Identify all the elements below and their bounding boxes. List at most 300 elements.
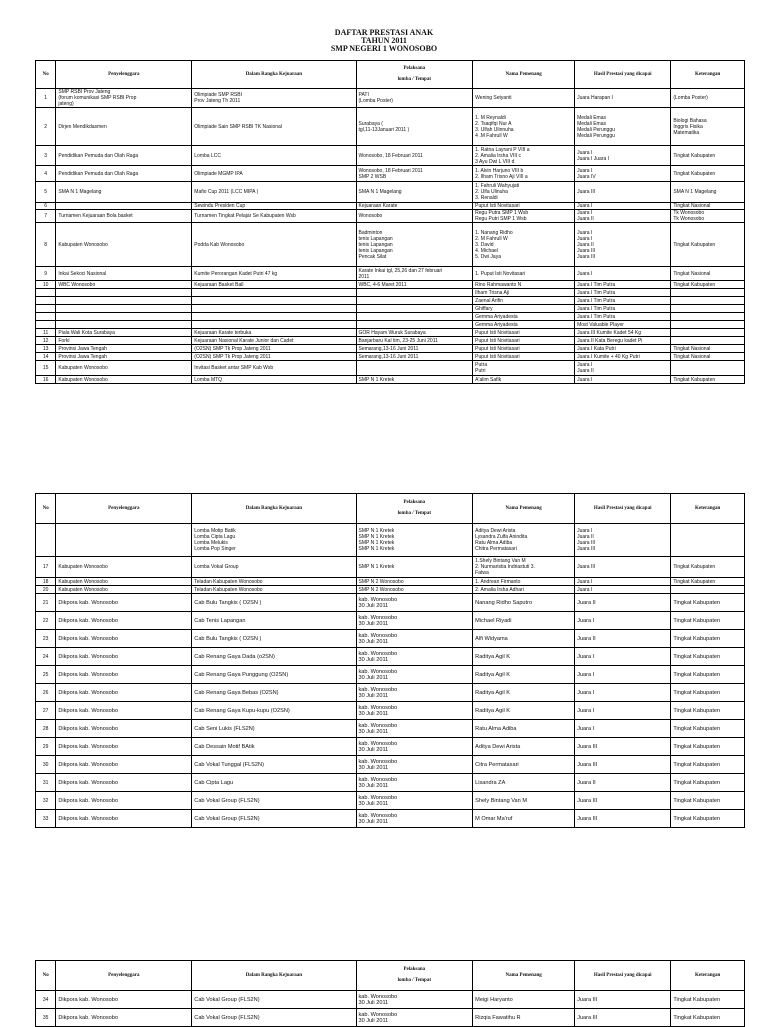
place-cell: SMP N 2 Wonosobo <box>356 578 473 586</box>
row-number: 14 <box>36 353 56 361</box>
organizer-cell: Dikpora kab. Wonosobo <box>56 738 192 756</box>
place-cell: Wonosobo <box>356 210 473 223</box>
table-row <box>36 666 745 684</box>
remarks-cell: Tingkat Nasional <box>671 267 745 281</box>
place-cell <box>356 313 473 321</box>
title-line-3: SMP NEGERI 1 WONOSOBO <box>330 44 438 53</box>
row-number: 18 <box>36 578 56 586</box>
row-number: 34 <box>36 991 56 1009</box>
table-body <box>36 991 745 1027</box>
place-cell: Kejuaraan Karate <box>356 203 473 210</box>
table-row <box>36 329 745 337</box>
place-cell: kab. Wonosobo 30 Juli 2011 <box>356 1009 473 1027</box>
remarks-cell: Tingkat Kabupaten <box>671 702 745 720</box>
row-number: 24 <box>36 648 56 666</box>
winner-name-cell: Raditya Agil K <box>473 648 575 666</box>
header-remarks: Keterangan <box>671 61 745 89</box>
winner-name-cell: 1. Ratna Layrani P VIII a 2. Amalia Irsha VIII c 3 Ayu Dwi L VIII d <box>473 146 575 166</box>
table-row <box>36 223 745 267</box>
table-row <box>36 297 745 305</box>
result-cell: Juara I <box>575 702 671 720</box>
table-body <box>36 524 745 828</box>
organizer-cell: Dikpora kab. Wonosobo <box>56 612 192 630</box>
row-number <box>36 305 56 313</box>
organizer-cell: Turnamen Kejuaraan Bola basket <box>56 210 192 223</box>
row-number: 2 <box>36 108 56 146</box>
achievement-table-1 <box>35 60 745 384</box>
organizer-cell: SMP RSBI Prov Jateng (forum komunikasi SMP RSBI Prop jateng) <box>56 89 192 108</box>
winner-name-cell: Puput Isti Novitasari <box>473 329 575 337</box>
place-cell: SMP N 1 Kretek <box>356 557 473 578</box>
winner-name-cell: A'alim Safik <box>473 376 575 384</box>
organizer-cell <box>56 203 192 210</box>
remarks-cell: Tingkat Kabupaten <box>671 774 745 792</box>
table-row <box>36 586 745 594</box>
header-place-bottom: lomba / Tempat <box>397 77 431 82</box>
result-cell: Juara III Kumite Kadet 54 Kg <box>575 329 671 337</box>
table-row <box>36 321 745 329</box>
winner-name-cell: Rizqia Fawatihu R <box>473 1009 575 1027</box>
event-cell: Cab Renang Gaya Punggung (O2SN) <box>192 666 356 684</box>
remarks-cell: Tingkat Nasional <box>671 203 745 210</box>
table-row <box>36 337 745 345</box>
winner-name-cell: Puput Isti Novitasari <box>473 337 575 345</box>
organizer-cell: Provinsi Jawa Tengah <box>56 353 192 361</box>
place-cell: kab. Wonosobo 30 Juli 2011 <box>356 810 473 828</box>
winner-name-cell: Regu Putra SMP 1 Wsb Regu Putri SMP 1 Wsb <box>473 210 575 223</box>
table-header <box>36 961 745 991</box>
event-cell: Lomba Vokal Group <box>192 557 356 578</box>
header-event: Dalam Rangka Kejuaraan <box>192 494 356 524</box>
winner-name-cell: Wening Setyanti <box>473 89 575 108</box>
result-cell: Juara I Tim Putra <box>575 289 671 297</box>
row-number: 5 <box>36 182 56 203</box>
event-cell: Cab Renang Gaya Bebas (O2SN) <box>192 684 356 702</box>
row-number: 7 <box>36 210 56 223</box>
row-number: 30 <box>36 756 56 774</box>
result-cell: Juara III <box>575 756 671 774</box>
place-cell: PATI (Lomba Poster) <box>356 89 473 108</box>
place-cell: SMP N 1 Kretek SMP N 1 Kretek SMP N 1 Kretek SMP N 1 Kretek <box>356 524 473 557</box>
header-place-top: Pelaksana <box>403 66 426 71</box>
row-number: 31 <box>36 774 56 792</box>
row-number: 16 <box>36 376 56 384</box>
result-cell: Juara III <box>575 1009 671 1027</box>
result-cell: Juara I <box>575 578 671 586</box>
place-cell <box>356 305 473 313</box>
row-number: 35 <box>36 1009 56 1027</box>
winner-name-cell: Citra Permatasari <box>473 756 575 774</box>
place-cell <box>356 321 473 329</box>
result-cell: Juara I <box>575 203 671 210</box>
organizer-cell: Pendidikan Pemuda dan Olah Raga <box>56 166 192 182</box>
remarks-cell <box>671 305 745 313</box>
header-row <box>36 961 745 991</box>
winner-name-cell: 1. Alvin Harjuno VIII b 2. Ilham Trisno Aji VIII a <box>473 166 575 182</box>
table-row <box>36 146 745 166</box>
place-cell: kab. Wonosobo 30 Juli 2011 <box>356 792 473 810</box>
organizer-cell: Kabupaten Wonosobo <box>56 557 192 578</box>
table-row <box>36 182 745 203</box>
row-number: 6 <box>36 203 56 210</box>
event-cell: Olimpiade SMP RSBI Prov Jateng Th 2011 <box>192 89 356 108</box>
result-cell: Juara I <box>575 648 671 666</box>
winner-name-cell: Raditya Agil K <box>473 666 575 684</box>
table-row <box>36 578 745 586</box>
remarks-cell: Tingkat Kabupaten <box>671 166 745 182</box>
table-row <box>36 89 745 108</box>
winner-name-cell: Michael Riyadi <box>473 612 575 630</box>
remarks-cell: Tingkat Kabupaten <box>671 612 745 630</box>
remarks-cell: Tingkat Kabupaten <box>671 376 745 384</box>
table-row <box>36 756 745 774</box>
header-place-top: Pelaksana <box>403 500 426 505</box>
table-row <box>36 594 745 612</box>
event-cell: Cab Renang Gaya Dada (o2SN) <box>192 648 356 666</box>
winner-name-cell: Nanang Ridho Saputro <box>473 594 575 612</box>
header-place <box>356 494 473 524</box>
winner-name-cell: Aditya Dewi Arista Lysandra Zulfa Anindita Ratu Alma Adiba Chitra Permatasari <box>473 524 575 557</box>
event-cell: Lomba MTQ <box>192 376 356 384</box>
row-number: 26 <box>36 684 56 702</box>
remarks-cell <box>671 586 745 594</box>
result-cell: Juara I Tim Putra <box>575 297 671 305</box>
event-cell: Lomba LCC <box>192 146 356 166</box>
event-cell: Teladan Kabupaten Wonosobo <box>192 586 356 594</box>
organizer-cell: Dikpora kab. Wonosobo <box>56 702 192 720</box>
remarks-cell: Biologi Bahasa Inggris Fisika Matematika <box>671 108 745 146</box>
event-cell: Kejuaraan Basket Ball <box>192 281 356 289</box>
table-row <box>36 612 745 630</box>
organizer-cell: Forki <box>56 337 192 345</box>
result-cell: Juara II <box>575 774 671 792</box>
table-row <box>36 203 745 210</box>
place-cell: Semarang,13-16 Juni 2011 <box>356 345 473 353</box>
row-number: 22 <box>36 612 56 630</box>
event-cell: (O2SN) SMP Tk Prop Jateng 2011 <box>192 345 356 353</box>
result-cell: Juara Harapan I <box>575 89 671 108</box>
remarks-cell: Tingkat Kabupaten <box>671 578 745 586</box>
place-cell: Wonosobo, 18 Februari 2011 <box>356 146 473 166</box>
remarks-cell <box>671 321 745 329</box>
table-row <box>36 166 745 182</box>
remarks-cell: Tingkat Kabupaten <box>671 223 745 267</box>
result-cell: Juara I Juara II <box>575 210 671 223</box>
remarks-cell: Tingkat Kabupaten <box>671 684 745 702</box>
header-place-bottom: lomba / Tempat <box>397 511 431 516</box>
organizer-cell: Inkai Sekoci Nasional <box>56 267 192 281</box>
event-cell: Cab Vokal Group (FLS2N) <box>192 1009 356 1027</box>
organizer-cell: Dikpora kab. Wonosobo <box>56 720 192 738</box>
row-number: 1 <box>36 89 56 108</box>
row-number: 33 <box>36 810 56 828</box>
event-cell <box>192 297 356 305</box>
header-place <box>356 961 473 991</box>
winner-name-cell: 1. M Reynaldi 2. Tsaqifqi Nur A 3. Ulfah Ulinnuha 4 .M Fahrull W <box>473 108 575 146</box>
row-number: 23 <box>36 630 56 648</box>
place-cell: kab. Wonosobo 30 Juli 2011 <box>356 702 473 720</box>
organizer-cell: Kabupaten Wonosobo <box>56 586 192 594</box>
place-cell: GOR Hayam Wuruk Surabaya <box>356 329 473 337</box>
remarks-cell: Tingkat Kabupaten <box>671 630 745 648</box>
organizer-cell: Dikpora kab. Wonosobo <box>56 792 192 810</box>
place-cell <box>356 289 473 297</box>
result-cell: Juara III <box>575 182 671 203</box>
place-cell: Surabaya ( tgl,11-13Januari 2011 ) <box>356 108 473 146</box>
place-cell: SMP N 2 Wonosobo <box>356 586 473 594</box>
winner-name-cell: 1. Fahruli Wahyujati 2. Ulfa Ulinuha 3. Renaldi <box>473 182 575 203</box>
event-cell: Cab Bulu Tangkis ( O2SN ) <box>192 630 356 648</box>
winner-name-cell: Ghiffary <box>473 305 575 313</box>
winner-name-cell: Gemma Ariyadesta <box>473 313 575 321</box>
table-row <box>36 353 745 361</box>
remarks-cell: Tingkat Kabupaten <box>671 792 745 810</box>
header-winner-name: Nama Pemenang <box>473 494 575 524</box>
event-cell: Cab Bulu Tangkis ( O2SN ) <box>192 594 356 612</box>
header-winner-name: Nama Pemenang <box>473 961 575 991</box>
table-row <box>36 738 745 756</box>
organizer-cell: Kabupaten Wonosobo <box>56 376 192 384</box>
winner-name-cell: Ratu Alma Adiba <box>473 720 575 738</box>
table-header <box>36 494 745 524</box>
remarks-cell: Tingkat Kabupaten <box>671 146 745 166</box>
event-cell: Cab Renang Gaya Kupu-kupu (O2SN) <box>192 702 356 720</box>
result-cell: Juara I Kumite + 40 Kg Putri <box>575 353 671 361</box>
winner-name-cell: Rino Rahmawanto N <box>473 281 575 289</box>
organizer-cell: Dikpora kab. Wonosobo <box>56 630 192 648</box>
place-cell <box>356 361 473 376</box>
event-cell <box>192 321 356 329</box>
event-cell: Cab Vokal Group (FLS2N) <box>192 792 356 810</box>
remarks-cell: (Lomba Poster) <box>671 89 745 108</box>
winner-name-cell: M Omar Ma'ruf <box>473 810 575 828</box>
event-cell: Cab Seni Lukis (FLS2N) <box>192 720 356 738</box>
result-cell: Juara III <box>575 792 671 810</box>
winner-name-cell: 1.Shely Bintang Van M 2. Nurmaristia Indriastuti 3. Fatwa <box>473 557 575 578</box>
remarks-cell <box>671 329 745 337</box>
event-cell: Sewindu Presiden Cup <box>192 203 356 210</box>
result-cell: Juara I Tim Putra <box>575 305 671 313</box>
table-row <box>36 810 745 828</box>
remarks-cell: Tingkat Nasional <box>671 345 745 353</box>
header-remarks: Keterangan <box>671 961 745 991</box>
event-cell <box>192 289 356 297</box>
place-cell: kab. Wonosobo 30 Juli 2011 <box>356 666 473 684</box>
result-cell: Juara I <box>575 586 671 594</box>
result-cell: Juara III <box>575 738 671 756</box>
result-cell: Juara I Tim Putra <box>575 281 671 289</box>
header-row <box>36 61 745 89</box>
row-number: 32 <box>36 792 56 810</box>
result-cell: Juara I Juara I Juara II Juara III Juara III <box>575 223 671 267</box>
winner-name-cell: Raditya Agil K <box>473 702 575 720</box>
organizer-cell: Dikpora kab. Wonosobo <box>56 684 192 702</box>
organizer-cell: Dirjen Mendikdasmen <box>56 108 192 146</box>
row-number <box>36 321 56 329</box>
header-event: Dalam Rangka Kejuaraan <box>192 961 356 991</box>
organizer-cell: Dikpora kab. Wonosobo <box>56 774 192 792</box>
result-cell: Juara III <box>575 810 671 828</box>
result-cell: Juara I Juara II Juara III Juara III <box>575 524 671 557</box>
event-cell: Kejuaraan Karate terbuka <box>192 329 356 337</box>
event-cell <box>192 313 356 321</box>
winner-name-cell: Puput Isti Novitasari <box>473 345 575 353</box>
place-cell: SMA N 1 Magelang <box>356 182 473 203</box>
row-number <box>36 297 56 305</box>
remarks-cell: Tingkat Kabupaten <box>671 810 745 828</box>
achievement-table-3 <box>35 960 745 1027</box>
result-cell: Juara I Tim Putra <box>575 313 671 321</box>
organizer-cell: Dikpora kab. Wonosobo <box>56 1009 192 1027</box>
remarks-cell <box>671 524 745 557</box>
winner-name-cell: Gemma Ariyadesta <box>473 321 575 329</box>
event-cell: Olimpiade MGMP IPA <box>192 166 356 182</box>
row-number: 12 <box>36 337 56 345</box>
remarks-cell: Tk Wonosobo Tk Wonosobo <box>671 210 745 223</box>
event-cell: Olimpiade Sain SMP RSBI TK Nasional <box>192 108 356 146</box>
remarks-cell <box>671 313 745 321</box>
organizer-cell: Dikpora kab. Wonosobo <box>56 991 192 1009</box>
remarks-cell: Tingkat Kabupaten <box>671 1009 745 1027</box>
place-cell: kab. Wonosobo 30 Juli 2011 <box>356 720 473 738</box>
table-row <box>36 345 745 353</box>
place-cell: kab. Wonosobo 30 Juli 2011 <box>356 738 473 756</box>
title-line-2: TAHUN 2011 <box>361 36 407 45</box>
event-cell: Podda Kab Wonosobo <box>192 223 356 267</box>
winner-name-cell: Aditya Dewi Arista <box>473 738 575 756</box>
result-cell: Juara II <box>575 630 671 648</box>
remarks-cell: Tingkat Kabupaten <box>671 720 745 738</box>
header-no: No <box>36 494 56 524</box>
winner-name-cell: Ilham Trisna Aji <box>473 289 575 297</box>
remarks-cell <box>671 337 745 345</box>
event-cell: Cab Vokal Group (FLS2N) <box>192 991 356 1009</box>
header-no: No <box>36 61 56 89</box>
result-cell: Juara I <box>575 720 671 738</box>
result-cell: Juara I Juara I Juara I <box>575 146 671 166</box>
table-row <box>36 267 745 281</box>
table-row <box>36 281 745 289</box>
organizer-cell <box>56 297 192 305</box>
place-cell: Banjarbaru Kal tim, 23-25 Juni 2011 <box>356 337 473 345</box>
result-cell: Medali Emas Medali Emas Medali Perunggu Medali Perunggu <box>575 108 671 146</box>
result-cell: Juara I <box>575 267 671 281</box>
table-row <box>36 210 745 223</box>
table-row <box>36 376 745 384</box>
header-remarks: Keterangan <box>671 494 745 524</box>
result-cell: Juara I Juara II <box>575 361 671 376</box>
result-cell: Juara III <box>575 991 671 1009</box>
row-number: 25 <box>36 666 56 684</box>
result-cell: Juara II <box>575 594 671 612</box>
place-cell: kab. Wonosobo 30 Juli 2011 <box>356 774 473 792</box>
row-number: 10 <box>36 281 56 289</box>
row-number: 29 <box>36 738 56 756</box>
result-cell: Juara I Juara IV <box>575 166 671 182</box>
organizer-cell: Dikpora kab. Wonosobo <box>56 810 192 828</box>
result-cell: Juara I <box>575 612 671 630</box>
header-organizer: Penyelenggara <box>56 494 192 524</box>
organizer-cell: SMA N 1 Magelang <box>56 182 192 203</box>
winner-name-cell: Meigi Haryanto <box>473 991 575 1009</box>
row-number: 21 <box>36 594 56 612</box>
place-cell: SMP N 1 Kretek <box>356 376 473 384</box>
organizer-cell <box>56 313 192 321</box>
winner-name-cell: Alfi Widyama <box>473 630 575 648</box>
row-number: 8 <box>36 223 56 267</box>
remarks-cell: Tingkat Kabupaten <box>671 756 745 774</box>
table-row <box>36 289 745 297</box>
organizer-cell: Dikpora kab. Wonosobo <box>56 594 192 612</box>
event-cell: Lomba Motip Batik Lomba Cipta Lagu Lomba Melukis Lomba Pop Singer <box>192 524 356 557</box>
organizer-cell: Kabupaten Wonosobo <box>56 223 192 267</box>
result-cell: Most Valuable Player <box>575 321 671 329</box>
place-cell: kab. Wonosobo 30 Juli 2011 <box>356 594 473 612</box>
table-row <box>36 702 745 720</box>
row-number: 28 <box>36 720 56 738</box>
table-row <box>36 684 745 702</box>
table-row <box>36 524 745 557</box>
table-row <box>36 557 745 578</box>
table-body <box>36 89 745 384</box>
remarks-cell <box>671 361 745 376</box>
event-cell: Mafio Cup 2011 (LCC MIPA ) <box>192 182 356 203</box>
table-row <box>36 108 745 146</box>
organizer-cell: WBC Wonosobo <box>56 281 192 289</box>
event-cell: Cab Vokal Tunggal (FLS2N) <box>192 756 356 774</box>
table-row <box>36 361 745 376</box>
header-winner-name: Nama Pemenang <box>473 61 575 89</box>
header-event: Dalam Rangka Kejuaraan <box>192 61 356 89</box>
winner-name-cell: 2. Amalia Irsha Adhari <box>473 586 575 594</box>
winner-name-cell: Putra Putri <box>473 361 575 376</box>
place-cell: Badminton tenis Lapangan tenis Lapangan tenis Lapangan Pencak Silat <box>356 223 473 267</box>
winner-name-cell: Puput Isti Novitasari <box>473 203 575 210</box>
row-number <box>36 524 56 557</box>
row-number: 13 <box>36 345 56 353</box>
remarks-cell: SMA N 1 Magelang <box>671 182 745 203</box>
remarks-cell: Tingkat Kabupaten <box>671 594 745 612</box>
event-cell <box>192 305 356 313</box>
table-row <box>36 313 745 321</box>
organizer-cell: Kabupaten Wonosobo <box>56 361 192 376</box>
header-no: No <box>36 961 56 991</box>
header-place-bottom: lomba / Tempat <box>397 978 431 983</box>
place-cell: Karate Inkai tgl, 25,26 dan 27 februari 2011 <box>356 267 473 281</box>
remarks-cell: Tingkat Kabupaten <box>671 557 745 578</box>
winner-name-cell: Lisandra ZA <box>473 774 575 792</box>
organizer-cell: Dikpora kab. Wonosobo <box>56 666 192 684</box>
header-result: Hasil Prestasi yang dicapai <box>575 494 671 524</box>
remarks-cell: Tingkat Kabupaten <box>671 738 745 756</box>
organizer-cell: Provinsi Jawa Tengah <box>56 345 192 353</box>
event-cell: Cab Cipta Lagu <box>192 774 356 792</box>
event-cell: Cab Vokal Group (FLS2N) <box>192 810 356 828</box>
place-cell: kab. Wonosobo 30 Juli 2011 <box>356 630 473 648</box>
place-cell: kab. Wonosobo 30 Juli 2011 <box>356 648 473 666</box>
table-row <box>36 648 745 666</box>
row-number <box>36 289 56 297</box>
place-cell: kab. Wonosobo 30 Juli 2011 <box>356 991 473 1009</box>
place-cell: WBC, 4-6 Maret 2011 <box>356 281 473 289</box>
place-cell: Wonosobo, 18 Februari 2011 SMP 2 WSB <box>356 166 473 182</box>
place-cell: kab. Wonosobo 30 Juli 2011 <box>356 684 473 702</box>
place-cell <box>356 297 473 305</box>
event-cell: Cab Dessain Motif BAtik <box>192 738 356 756</box>
place-cell: Semarang,13-16 Juni 2011 <box>356 353 473 361</box>
achievement-table-2 <box>35 493 745 828</box>
row-number: 17 <box>36 557 56 578</box>
